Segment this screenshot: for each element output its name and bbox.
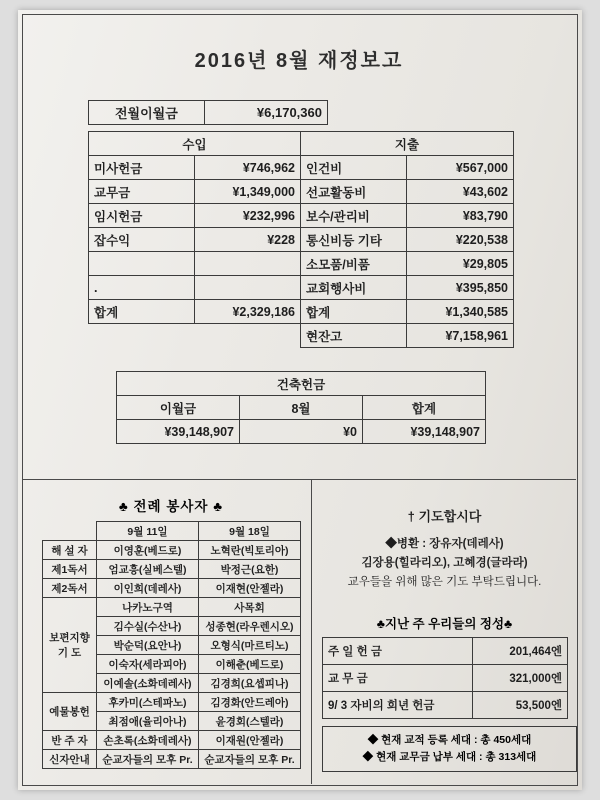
praying-label-line2: 기 도 xyxy=(57,647,82,659)
volunteer-name: 후카미(스테파노) xyxy=(97,693,199,712)
volunteer-name: 순교자들의 모후 Pr. xyxy=(97,750,199,769)
volunteer-name: 최점애(율리아나) xyxy=(97,712,199,731)
carry-over-table xyxy=(88,100,328,125)
income-total-amount: ¥2,329,186 xyxy=(195,300,301,324)
expense-total-amount: ¥1,340,585 xyxy=(407,300,514,324)
expense-total-label: 합계 xyxy=(301,300,407,324)
volunteer-name: 성종현(라우렌시오) xyxy=(199,617,301,636)
carry-over-amount: ¥6,170,360 xyxy=(204,101,327,125)
building-fund-col: 이월금 xyxy=(117,396,240,420)
table-row xyxy=(323,638,568,665)
offering-amount: 321,000엔 xyxy=(473,665,568,692)
balance-label: 현잔고 xyxy=(301,324,407,348)
table-row xyxy=(89,276,514,300)
table-row xyxy=(117,396,486,420)
building-fund-table xyxy=(116,371,486,444)
volunteer-name: 나카노구역 xyxy=(97,598,199,617)
volunteers-section xyxy=(42,495,300,769)
prayer-section xyxy=(322,506,567,592)
prayer-line-3: 교우들을 위해 많은 기도 부탁드립니다. xyxy=(347,576,542,589)
expense-amount: ¥567,000 xyxy=(407,156,514,180)
volunteer-name: 순교자들의 모후 Pr. xyxy=(199,750,301,769)
volunteer-name: 이재원(안젤라) xyxy=(199,731,301,750)
income-header: 수입 xyxy=(89,132,301,156)
volunteer-name: 박순덕(요안나) xyxy=(97,636,199,655)
volunteer-role-label: 반 주 자 xyxy=(43,731,97,750)
volunteers-table xyxy=(42,521,301,769)
volunteer-role-label: 해 설 자 xyxy=(43,541,97,560)
table-row xyxy=(89,101,328,125)
volunteer-name: 이재현(안젤라) xyxy=(199,579,301,598)
income-amount: ¥1,349,000 xyxy=(195,180,301,204)
volunteer-role-label: 제2독서 xyxy=(43,579,97,598)
table-row xyxy=(323,692,568,719)
note-line-2: ◆ 현재 교무금 납부 세대 : 총 313세대 xyxy=(362,750,537,763)
volunteer-name: 이영훈(베드로) xyxy=(97,541,199,560)
volunteer-role-label-offering: 예물봉헌 xyxy=(43,693,97,731)
offering-amount: 201,464엔 xyxy=(473,638,568,665)
volunteer-name: 이숙자(세라피아) xyxy=(97,655,199,674)
footer-notes xyxy=(322,726,577,772)
table-row xyxy=(43,560,301,579)
offering-label: 교 무 금 xyxy=(323,665,473,692)
table-row xyxy=(89,132,514,156)
building-fund-col: 합계 xyxy=(363,396,486,420)
table-row xyxy=(89,228,514,252)
expense-label: 소모품/비품 xyxy=(301,252,407,276)
volunteer-role-label: 제1독서 xyxy=(43,560,97,579)
table-row xyxy=(117,372,486,396)
vertical-divider xyxy=(311,479,312,784)
volunteer-role-label: 신자안내 xyxy=(43,750,97,769)
income-label: 임시헌금 xyxy=(89,204,195,228)
income-amount: ¥232,996 xyxy=(195,204,301,228)
carry-over-box xyxy=(88,100,328,125)
table-row xyxy=(43,541,301,560)
table-row xyxy=(89,252,514,276)
prayer-line-1: ◆병환 : 장유자(데레사) xyxy=(385,538,504,551)
income-total-label: 합계 xyxy=(89,300,195,324)
volunteer-name: 노혁란(빅토리아) xyxy=(199,541,301,560)
volunteers-col2-header: 9월 18일 xyxy=(199,522,301,541)
table-row xyxy=(43,731,301,750)
volunteer-name: 윤경회(스텔라) xyxy=(199,712,301,731)
income-amount: ¥746,962 xyxy=(195,156,301,180)
income-amount: ¥228 xyxy=(195,228,301,252)
expense-amount: ¥220,538 xyxy=(407,228,514,252)
horizontal-divider xyxy=(22,479,576,480)
offering-label: 9/ 3 자비의 희년 헌금 xyxy=(323,692,473,719)
volunteer-name: 이예솔(소화데레사) xyxy=(97,674,199,693)
building-fund-value: ¥39,148,907 xyxy=(363,420,486,444)
building-fund-value: ¥0 xyxy=(240,420,363,444)
income-label xyxy=(89,252,195,276)
offering-label: 주 일 헌 금 xyxy=(323,638,473,665)
volunteer-name: 김경화(안드레아) xyxy=(199,693,301,712)
expense-amount: ¥395,850 xyxy=(407,276,514,300)
building-fund-title: 건축헌금 xyxy=(117,372,486,396)
income-amount xyxy=(195,276,301,300)
expense-amount: ¥43,602 xyxy=(407,180,514,204)
expense-amount: ¥29,805 xyxy=(407,252,514,276)
volunteers-title: ♣ 전례 봉사자 ♣ xyxy=(118,499,224,514)
note-line-1: ◆ 현재 교적 등록 세대 : 총 450세대 xyxy=(367,734,532,746)
expense-amount: ¥83,790 xyxy=(407,204,514,228)
page-title: 2016년 8월 재정보고 xyxy=(194,50,404,72)
table-row xyxy=(89,300,514,324)
volunteer-name: 김수실(수산나) xyxy=(97,617,199,636)
offerings-section xyxy=(322,614,567,719)
expense-header: 지출 xyxy=(301,132,514,156)
ledger-table-wrap xyxy=(88,131,514,348)
building-fund-col: 8월 xyxy=(240,396,363,420)
table-row xyxy=(89,324,514,348)
volunteer-name: 손초록(소화데레사) xyxy=(97,731,199,750)
income-label: . xyxy=(89,276,195,300)
volunteer-name: 사목회 xyxy=(199,598,301,617)
offerings-table xyxy=(322,637,568,719)
volunteer-name: 김경희(요셉피나) xyxy=(199,674,301,693)
table-row xyxy=(117,420,486,444)
volunteer-name: 이해춘(베드로) xyxy=(199,655,301,674)
table-row xyxy=(43,693,301,712)
offering-amount: 53,500엔 xyxy=(473,692,568,719)
table-row xyxy=(43,579,301,598)
table-row xyxy=(89,180,514,204)
volunteer-name: 엄교흥(실베스텔) xyxy=(97,560,199,579)
balance-amount: ¥7,158,961 xyxy=(407,324,514,348)
prayer-title: † 기도합시다 xyxy=(407,509,482,524)
table-row xyxy=(43,522,301,541)
prayer-line-2: 김장용(힐라리오), 고혜경(글라라) xyxy=(361,557,528,570)
table-row xyxy=(43,750,301,769)
expense-label: 선교활동비 xyxy=(301,180,407,204)
volunteer-name: 오형식(마르티노) xyxy=(199,636,301,655)
volunteer-name: 박정근(요한) xyxy=(199,560,301,579)
income-label: 교무금 xyxy=(89,180,195,204)
table-row xyxy=(43,598,301,617)
volunteer-name: 이인희(데레사) xyxy=(97,579,199,598)
carry-over-label: 전월이월금 xyxy=(89,101,205,125)
expense-label: 인건비 xyxy=(301,156,407,180)
building-fund-box xyxy=(116,371,486,444)
building-fund-value: ¥39,148,907 xyxy=(117,420,240,444)
income-label: 잡수익 xyxy=(89,228,195,252)
table-row xyxy=(89,204,514,228)
income-label: 미사헌금 xyxy=(89,156,195,180)
page-content xyxy=(22,14,576,784)
volunteers-col1-header: 9월 11일 xyxy=(97,522,199,541)
table-row xyxy=(89,156,514,180)
praying-label-line1: 보편지향 xyxy=(49,632,90,644)
expense-label: 통신비등 기타 xyxy=(301,228,407,252)
ledger-table xyxy=(88,131,514,348)
table-row xyxy=(323,665,568,692)
expense-label: 교회행사비 xyxy=(301,276,407,300)
income-amount xyxy=(195,252,301,276)
volunteer-role-label-praying xyxy=(43,598,97,693)
offerings-title: ♣지난 주 우리들의 정성♣ xyxy=(376,617,513,631)
expense-label: 보수/관리비 xyxy=(301,204,407,228)
